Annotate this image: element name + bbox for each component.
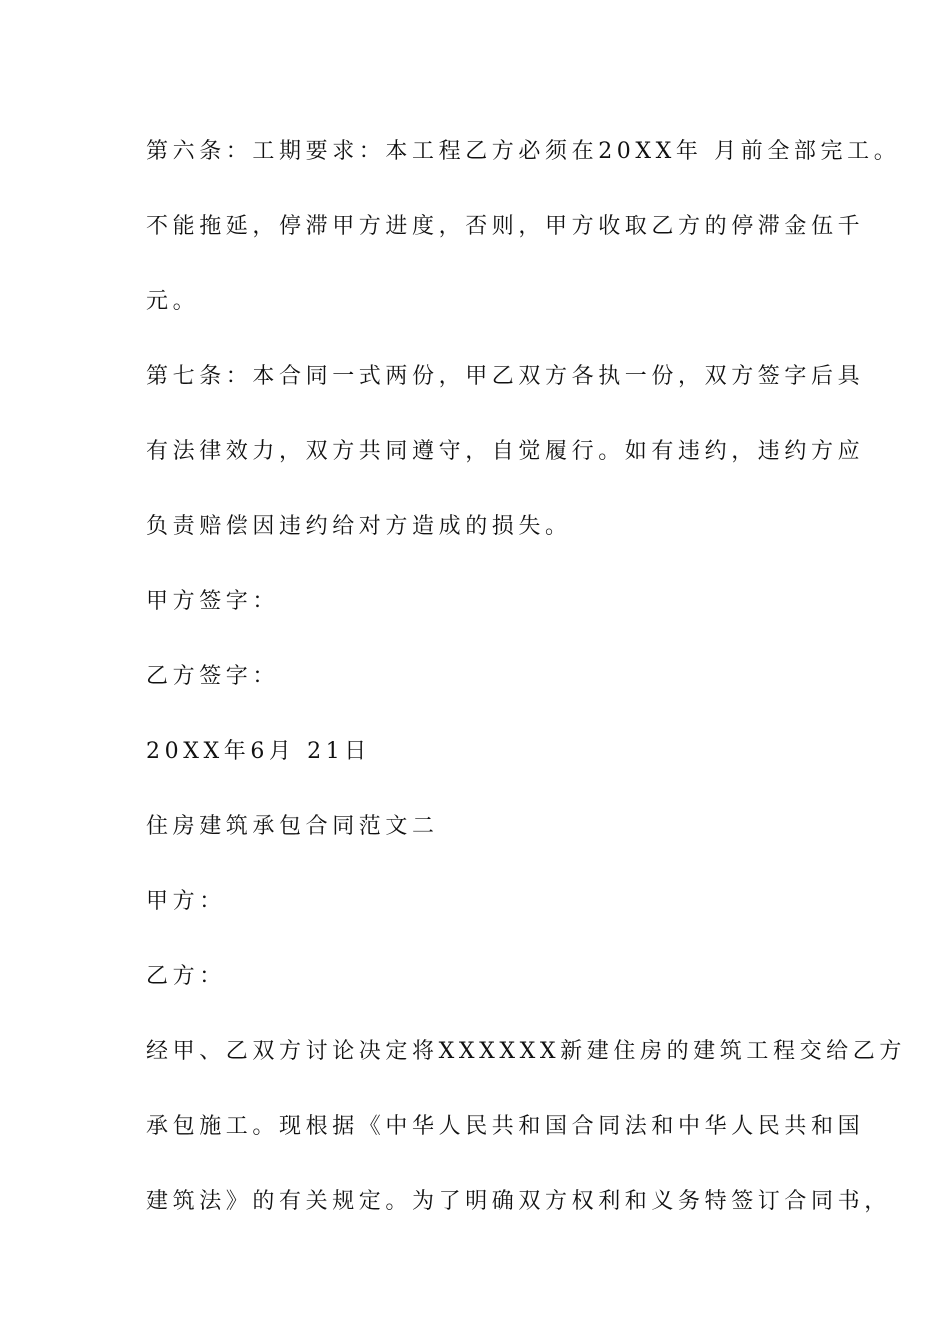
section-heading: 住房建筑承包合同范文二 bbox=[146, 814, 439, 839]
clause-7-line-1: 第七条：本合同一式两份，甲乙双方各执一份，双方签字后具 bbox=[146, 364, 865, 389]
clause-6-line-3: 元。 bbox=[146, 289, 200, 314]
clause-7-line-3: 负责赔偿因违约给对方造成的损失。 bbox=[146, 514, 572, 539]
date-line: 20XX年6月 21日 bbox=[146, 739, 371, 764]
clause-6-line-2: 不能拖延，停滞甲方进度，否则，甲方收取乙方的停滞金伍千 bbox=[146, 214, 865, 239]
party-b-signature-line: 乙方签字： bbox=[146, 664, 280, 689]
party-a-signature-line: 甲方签字： bbox=[146, 589, 280, 614]
clause-6-line-1: 第六条：工期要求：本工程乙方必须在20XX年 月前全部完工。 bbox=[146, 139, 901, 164]
party-b-line: 乙方： bbox=[146, 964, 226, 989]
clause-7-line-2: 有法律效力，双方共同遵守，自觉履行。如有违约，违约方应 bbox=[146, 439, 865, 464]
preamble-line-3: 建筑法》的有关规定。为了明确双方权利和义务特签订合同书， bbox=[146, 1189, 891, 1214]
preamble-line-2: 承包施工。现根据《中华人民共和国合同法和中华人民共和国 bbox=[146, 1114, 865, 1139]
preamble-line-1: 经甲、乙双方讨论决定将XXXXXX新建住房的建筑工程交给乙方 bbox=[146, 1039, 906, 1064]
party-a-line: 甲方： bbox=[146, 889, 226, 914]
